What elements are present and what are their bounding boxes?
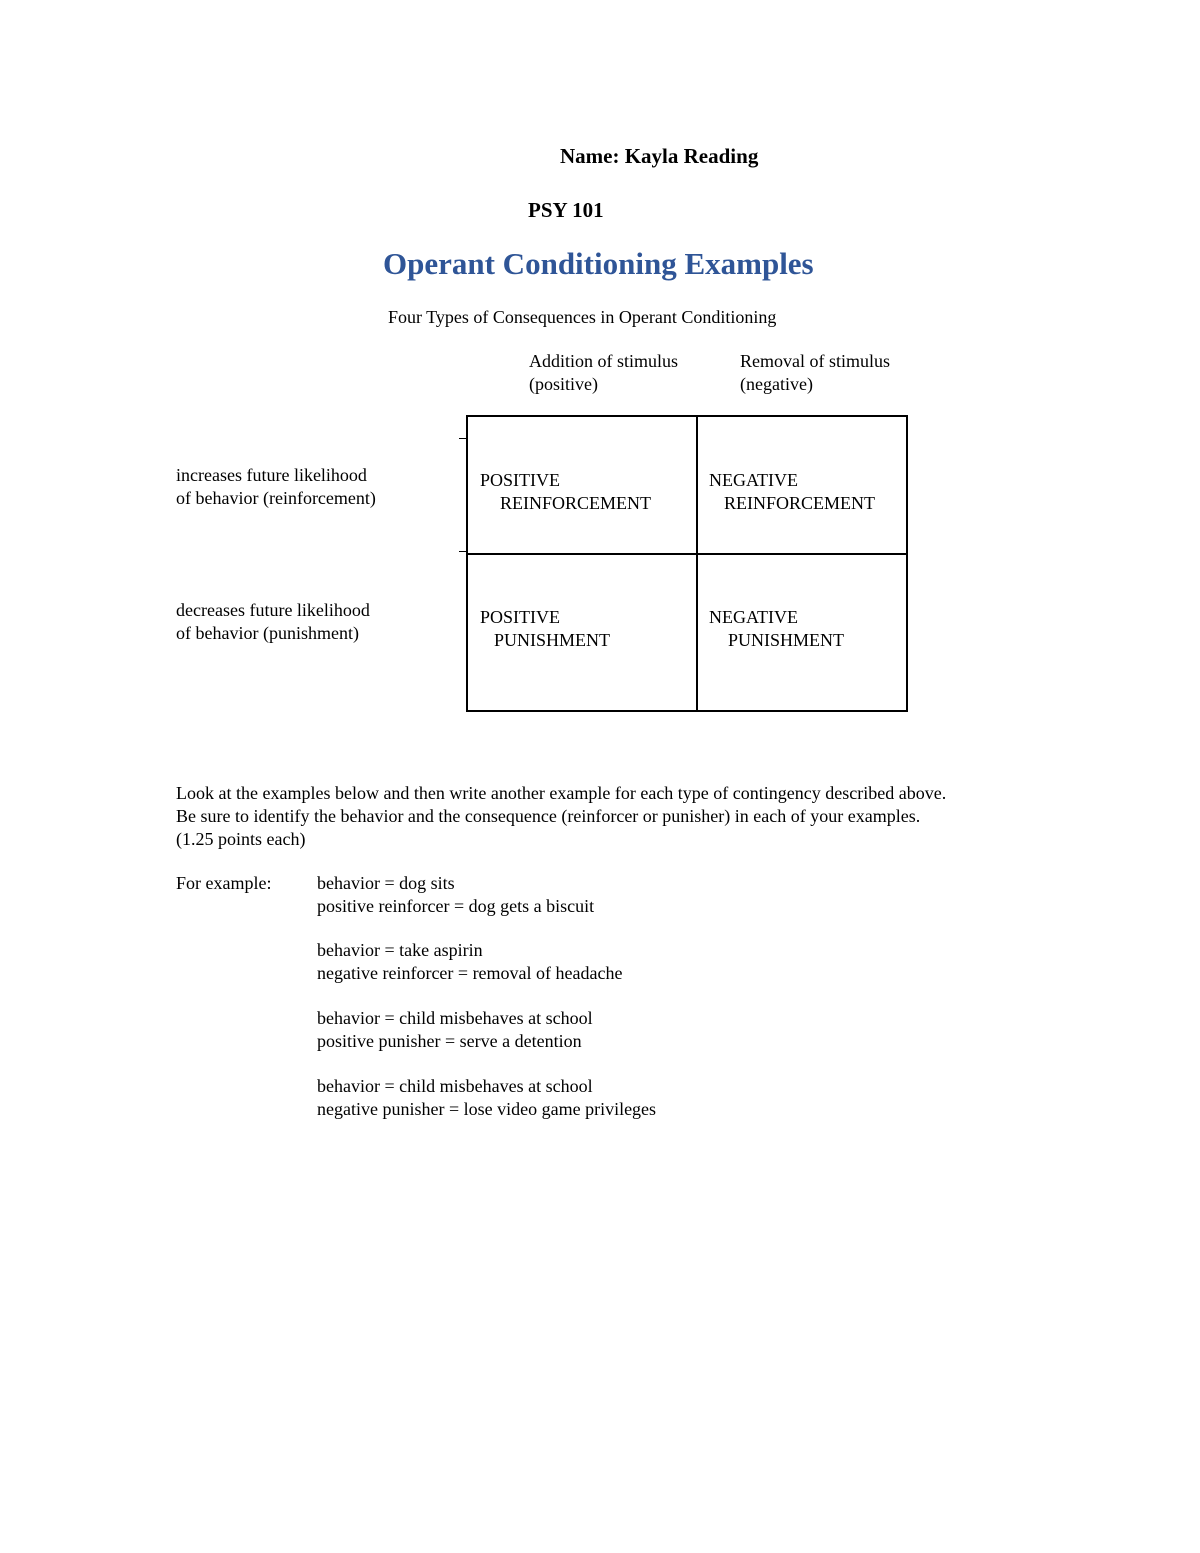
example-item xyxy=(317,1007,593,1053)
cell-line: PUNISHMENT xyxy=(728,630,845,650)
cell-negative-punishment xyxy=(709,606,844,652)
row-label-line: of behavior (punishment) xyxy=(176,623,359,643)
example-consequence: negative punisher = lose video game privileges xyxy=(317,1099,657,1119)
examples-label: For example: xyxy=(176,873,272,893)
consequence-grid xyxy=(466,415,908,712)
cell-line: POSITIVE xyxy=(480,470,560,490)
column-header-line: Addition of stimulus xyxy=(529,351,679,371)
cell-line: REINFORCEMENT xyxy=(500,493,652,513)
example-behavior: behavior = child misbehaves at school xyxy=(317,1076,593,1096)
cell-positive-punishment xyxy=(480,606,610,652)
example-item xyxy=(317,1075,656,1121)
grid-horizontal-divider xyxy=(468,553,906,555)
column-header-negative xyxy=(740,350,890,396)
table-subtitle: Four Types of Consequences in Operant Conditioning xyxy=(388,307,777,327)
instruction-line: Be sure to identify the behavior and the consequence (reinforcer or punisher) in each of your examples. xyxy=(176,806,921,826)
column-header-line: Removal of stimulus xyxy=(740,351,890,371)
tick-mark xyxy=(459,438,466,439)
cell-line: NEGATIVE xyxy=(709,470,798,490)
grid-vertical-divider xyxy=(696,417,698,710)
cell-negative-reinforcement xyxy=(709,469,875,515)
example-behavior: behavior = dog sits xyxy=(317,873,455,893)
cell-positive-reinforcement xyxy=(480,469,651,515)
cell-line: REINFORCEMENT xyxy=(724,493,876,513)
student-name: Name: Kayla Reading xyxy=(560,144,759,168)
cell-line: POSITIVE xyxy=(480,607,560,627)
example-behavior: behavior = take aspirin xyxy=(317,940,483,960)
column-header-line: (negative) xyxy=(740,374,813,394)
cell-line: NEGATIVE xyxy=(709,607,798,627)
instruction-line: (1.25 points each) xyxy=(176,829,306,849)
column-header-positive xyxy=(529,350,678,396)
row-label-line: of behavior (reinforcement) xyxy=(176,488,376,508)
example-item xyxy=(317,939,622,985)
course-code: PSY 101 xyxy=(528,198,604,222)
row-label-line: decreases future likelihood xyxy=(176,600,370,620)
cell-line: PUNISHMENT xyxy=(494,630,611,650)
example-item xyxy=(317,872,594,918)
example-consequence: positive punisher = serve a detention xyxy=(317,1031,582,1051)
page-title: Operant Conditioning Examples xyxy=(383,246,814,281)
example-consequence: positive reinforcer = dog gets a biscuit xyxy=(317,896,595,916)
row-label-punishment xyxy=(176,599,370,645)
example-consequence: negative reinforcer = removal of headache xyxy=(317,963,623,983)
tick-mark xyxy=(459,551,466,552)
column-header-line: (positive) xyxy=(529,374,598,394)
instruction-line: Look at the examples below and then write another example for each type of contingency described above. xyxy=(176,783,947,803)
row-label-reinforcement xyxy=(176,464,376,510)
row-label-line: increases future likelihood xyxy=(176,465,367,485)
instructions xyxy=(176,782,946,851)
example-behavior: behavior = child misbehaves at school xyxy=(317,1008,593,1028)
